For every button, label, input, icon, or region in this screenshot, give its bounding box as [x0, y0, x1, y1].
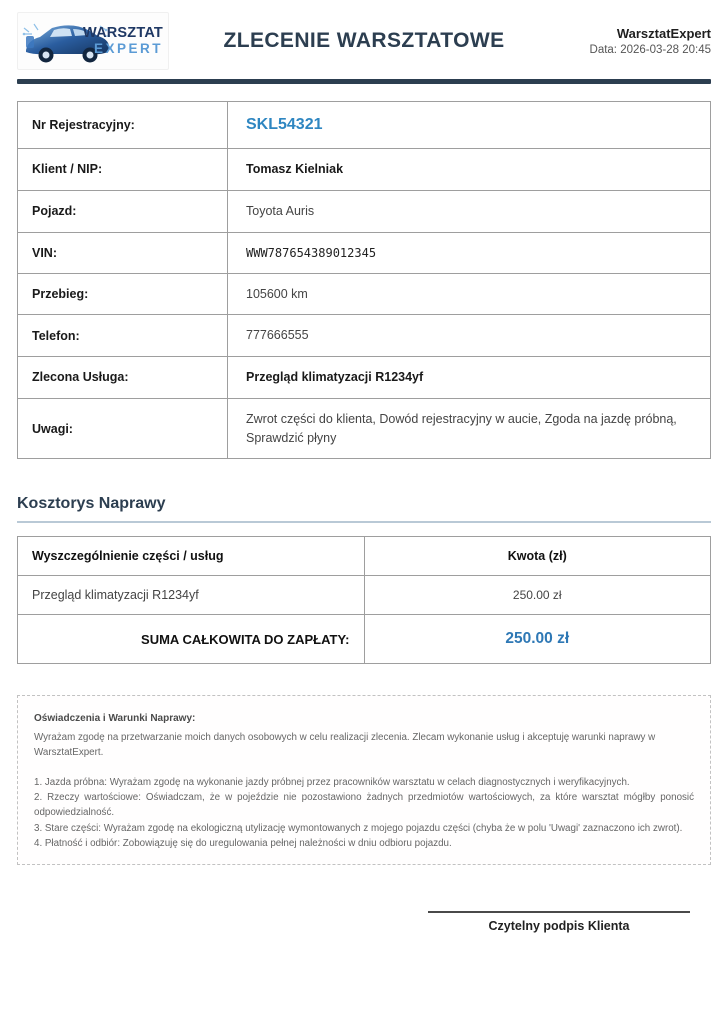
- info-label: VIN:: [18, 232, 228, 273]
- signature-label: Czytelny podpis Klienta: [488, 918, 630, 933]
- company-name: WarsztatExpert: [616, 26, 711, 41]
- info-value: SKL54321: [228, 102, 711, 149]
- document-date: Data: 2026-03-28 20:45: [589, 44, 711, 56]
- info-value: 777666555: [228, 315, 711, 357]
- info-value: Tomasz Kielniak: [228, 149, 711, 191]
- item-amount: 250.00 zł: [364, 576, 711, 615]
- terms-list: [34, 775, 694, 851]
- terms-item: 2. Rzeczy wartościowe: Oświadczam, że w pojeździe nie pozostawiono żadnych przedmiotów wartościowych, za które warsztat mógłby ponosić odpowiedzialność.: [34, 792, 694, 819]
- signature-block: [428, 911, 690, 933]
- info-row: [18, 273, 711, 315]
- header-divider: [17, 79, 711, 84]
- vehicle-info-table: [17, 101, 711, 459]
- page-title: ZLECENIE WARSZTATOWE: [223, 29, 505, 52]
- cost-header-row: [18, 537, 711, 576]
- signature-line: [428, 911, 690, 913]
- info-label: Klient / NIP:: [18, 149, 228, 191]
- header: [17, 0, 711, 70]
- total-row: [18, 615, 711, 664]
- info-value: Zwrot części do klienta, Dowód rejestracyjny w aucie, Zgoda na jazdę próbną, Sprawdzić płyny: [228, 398, 711, 459]
- info-row: [18, 102, 711, 149]
- info-label: Przebieg:: [18, 273, 228, 315]
- info-value: WWW787654389012345: [228, 232, 711, 273]
- cost-estimate-table: [17, 536, 711, 664]
- terms-item: 1. Jazda próbna: Wyrażam zgodę na wykonanie jazdy próbnej przez pracowników warsztatu w celach diagnostycznych i weryfikacyjnych.: [34, 777, 630, 789]
- column-header-amount: Kwota (zł): [364, 537, 711, 576]
- estimate-section-title: Kosztorys Naprawy: [17, 495, 711, 523]
- terms-title: Oświadczenia i Warunki Naprawy:: [34, 713, 196, 725]
- info-row: [18, 398, 711, 459]
- info-value: 105600 km: [228, 273, 711, 315]
- header-meta: [559, 26, 711, 56]
- info-row: [18, 232, 711, 273]
- info-label: Uwagi:: [18, 398, 228, 459]
- column-header-description: Wyszczególnienie części / usług: [18, 537, 365, 576]
- terms-item: 3. Stare części: Wyrażam zgodę na ekologiczną utylizację wymontowanych z mojego pojazdu części (chyba że w polu 'Uwagi' zaznaczono ich zwrot).: [34, 822, 683, 834]
- info-row: [18, 149, 711, 191]
- logo-word-warsztat: WARSZTAT: [82, 25, 163, 41]
- info-value: Toyota Auris: [228, 190, 711, 232]
- terms-box: [17, 695, 711, 865]
- info-label: Pojazd:: [18, 190, 228, 232]
- item-description: Przegląd klimatyzacji R1234yf: [18, 576, 365, 615]
- estimate-item-row: [18, 576, 711, 615]
- logo-word-expert: EXPERT: [93, 40, 163, 56]
- total-value: 250.00 zł: [364, 615, 711, 664]
- total-label: SUMA CAŁKOWITA DO ZAPŁATY:: [18, 615, 365, 664]
- company-logo: [17, 12, 169, 70]
- logo-text: [83, 26, 163, 55]
- info-row: [18, 190, 711, 232]
- info-value: Przegląd klimatyzacji R1234yf: [228, 357, 711, 399]
- info-row: [18, 357, 711, 399]
- info-label: Zlecona Usługa:: [18, 357, 228, 399]
- info-label: Nr Rejestracyjny:: [18, 102, 228, 149]
- terms-intro: Wyrażam zgodę na przetwarzanie moich danych osobowych w celu realizacji zlecenia. Zlecam wykonanie usług i akceptuję warunki naprawy w WarsztatExpert.: [34, 731, 656, 758]
- info-label: Telefon:: [18, 315, 228, 357]
- info-row: [18, 315, 711, 357]
- terms-item: 4. Płatność i odbiór: Zobowiązuję się do uregulowania pełnej należności w dniu odbioru pojazdu.: [34, 837, 452, 849]
